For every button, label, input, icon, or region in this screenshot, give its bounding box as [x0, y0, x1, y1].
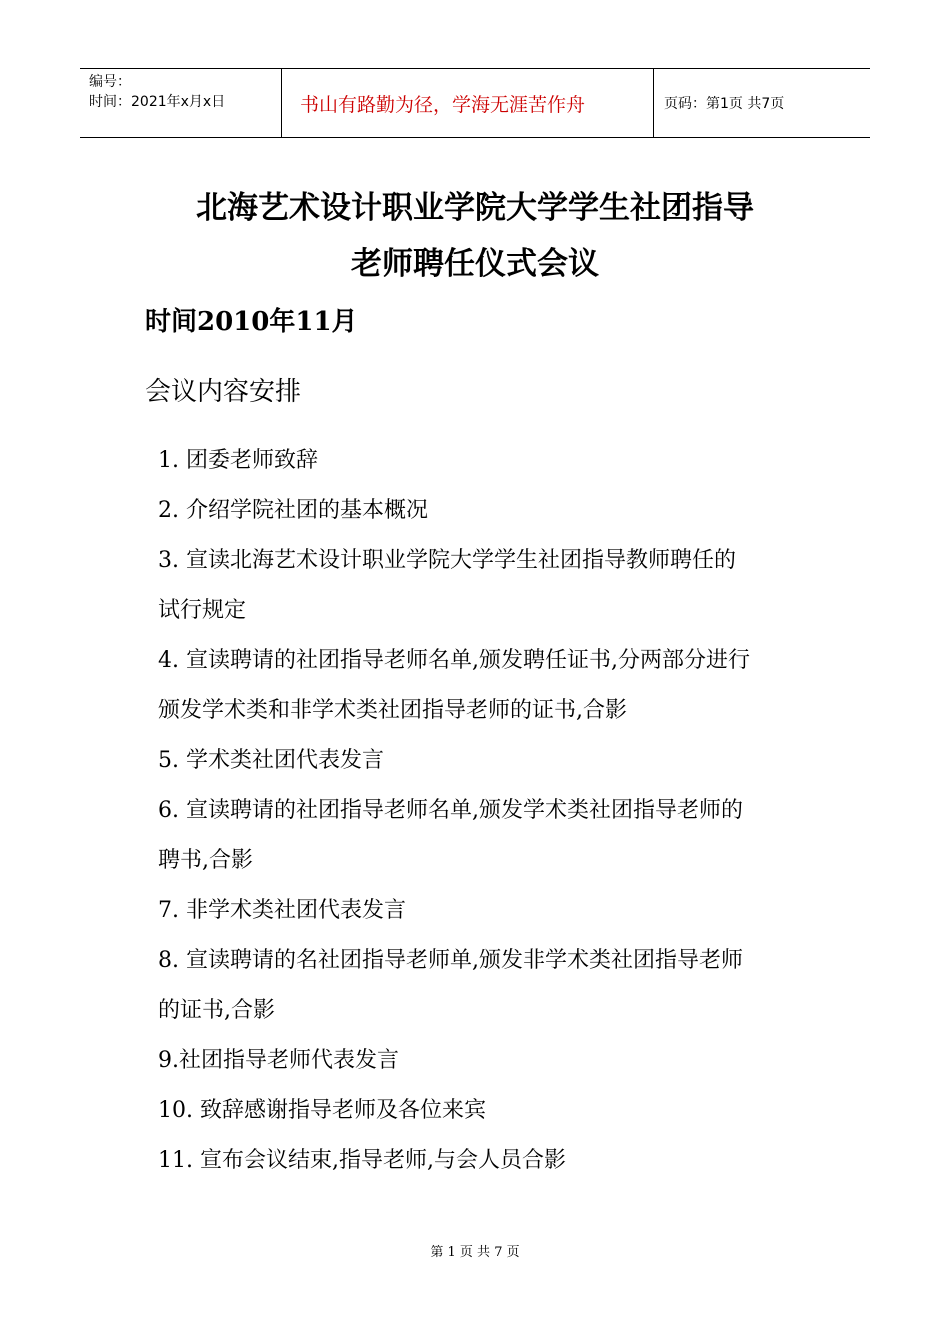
agenda-line: 10. 致辞感谢指导老师及各位来宾: [158, 1098, 486, 1123]
page-footer: 第 1 页 共 7 页: [430, 1245, 520, 1260]
agenda-line: 8. 宣读聘请的名社团指导老师单,颁发非学术类社团指导老师: [158, 948, 743, 973]
agenda-line: 试行规定: [158, 598, 247, 623]
meeting-time: 时间2010年11月: [145, 307, 358, 337]
title-line-2: 老师聘任仪式会议: [351, 246, 599, 282]
agenda-line: 9.社团指导老师代表发言: [158, 1048, 399, 1073]
agenda-list: [158, 436, 818, 1186]
agenda-line: 1. 团委老师致辞: [158, 448, 318, 473]
agenda-line: 聘书,合影: [158, 848, 253, 873]
agenda-line: 4. 宣读聘请的社团指导老师名单,颁发聘任证书,分两部分进行: [158, 648, 750, 673]
header-info-cell: [80, 69, 282, 137]
agenda-line: 7. 非学术类社团代表发言: [158, 898, 406, 923]
title-line-1: 北海艺术设计职业学院大学学生社团指导: [196, 190, 754, 226]
header-time-label: 时间：2021年x月x日: [89, 94, 226, 110]
agenda-line: 2. 介绍学院社团的基本概况: [158, 498, 428, 523]
header-page-info: 页码：第1页 共7页: [664, 96, 785, 112]
header-motto-cell: [282, 69, 654, 137]
page-header: [80, 68, 870, 138]
agenda-line: 6. 宣读聘请的社团指导老师名单,颁发学术类社团指导老师的: [158, 798, 743, 823]
agenda-line: 的证书,合影: [158, 998, 275, 1023]
agenda-line: 5. 学术类社团代表发言: [158, 748, 384, 773]
header-motto: 书山有路勤为径，学海无涯苦作舟: [300, 93, 586, 116]
agenda-line: 颁发学术类和非学术类社团指导老师的证书,合影: [158, 698, 627, 723]
document-title: [100, 180, 850, 292]
header-page-cell: [654, 69, 870, 137]
agenda-line: 11. 宣布会议结束,指导老师,与会人员合影: [158, 1148, 566, 1173]
agenda-line: 3. 宣读北海艺术设计职业学院大学学生社团指导教师聘任的: [158, 548, 736, 573]
header-number-label: 编号：: [89, 74, 131, 90]
section-heading: 会议内容安排: [145, 377, 302, 407]
